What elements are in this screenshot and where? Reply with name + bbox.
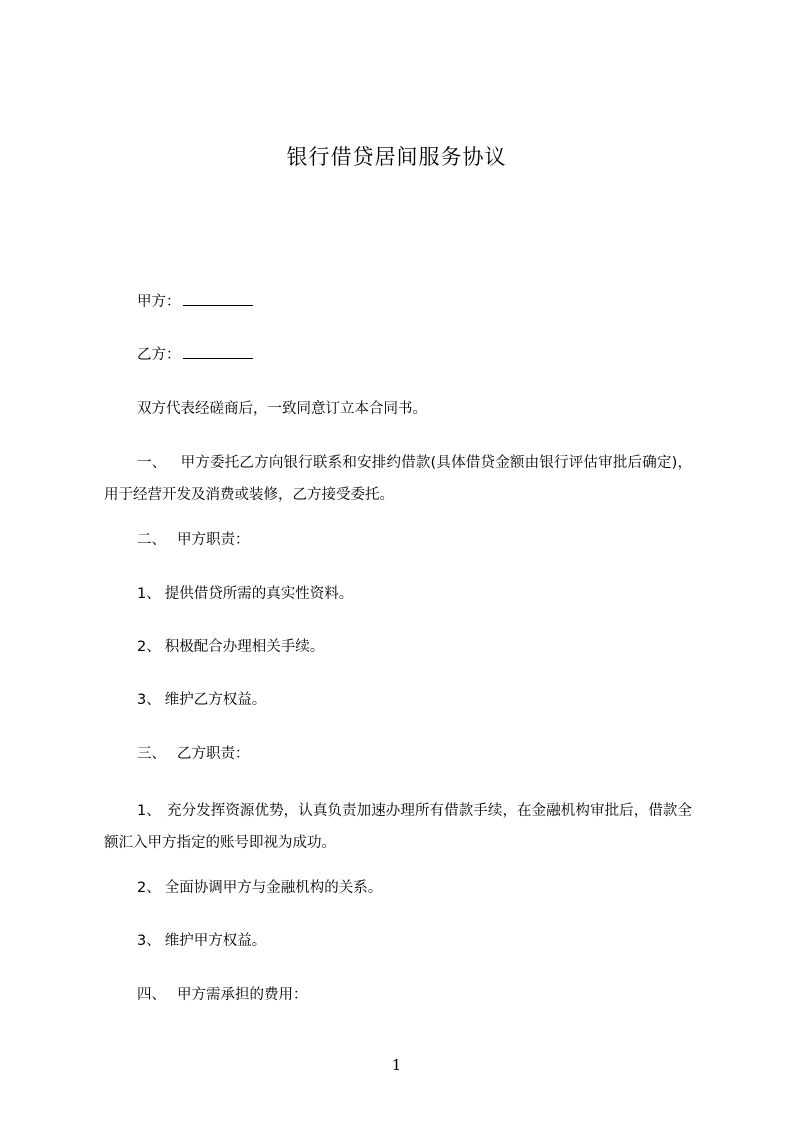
clause-3-item-1-number: 1、 — [137, 803, 161, 819]
clause-3-number: 三、 — [137, 746, 166, 762]
clause-3-item-3 — [137, 931, 266, 951]
clause-4-heading: 甲方需承担的费用： — [177, 987, 308, 1003]
document-title: 银行借贷居间服务协议 — [286, 145, 507, 169]
intro-text: 双方代表经磋商后，一致同意订立本合同书。 — [137, 401, 427, 417]
clause-3-item-2 — [137, 878, 382, 898]
clause-3-item-1 — [104, 795, 692, 859]
clause-3-item-1-text: 充分发挥资源优势，认真负责加速办理所有借款手续，在金融机构审批后，借款全额汇入甲方指定的账号即视为成功。 — [104, 803, 692, 851]
clause-2-item-3-text: 维护乙方权益。 — [164, 692, 267, 708]
clause-2-item-2-text: 积极配合办理相关手续。 — [164, 639, 325, 655]
clause-2-item-1 — [137, 584, 353, 604]
clause-2-item-2 — [137, 637, 324, 657]
clause-2-number: 二、 — [137, 532, 166, 548]
clause-3-item-2-text: 全面协调甲方与金融机构的关系。 — [164, 880, 383, 896]
clause-1 — [104, 447, 692, 511]
party-a-line — [137, 291, 253, 312]
clause-1-number: 一、 — [137, 455, 167, 471]
clause-3-heading: 乙方职责： — [177, 746, 250, 762]
clause-2-heading-line — [137, 530, 250, 550]
party-a-label: 甲方： — [137, 294, 181, 310]
clause-2-item-1-number: 1、 — [137, 586, 161, 602]
clause-2-item-2-number: 2、 — [137, 639, 161, 655]
clause-1-text: 甲方委托乙方向银行联系和安排约借款(具体借贷金额由银行评估审批后确定)，用于经营开发及消费或装修，乙方接受委托。 — [104, 455, 692, 503]
clause-2-heading: 甲方职责： — [177, 532, 250, 548]
party-a-blank — [183, 291, 253, 306]
page-number: 1 — [391, 1056, 402, 1074]
party-b-label: 乙方： — [137, 347, 181, 363]
clause-2-item-3-number: 3、 — [137, 692, 161, 708]
clause-3-item-3-number: 3、 — [137, 933, 161, 949]
clause-2-item-3 — [137, 690, 266, 710]
clause-4-heading-line — [137, 985, 308, 1005]
party-b-blank — [183, 344, 253, 359]
clause-3-item-2-number: 2、 — [137, 880, 161, 896]
clause-2-item-1-text: 提供借贷所需的真实性资料。 — [164, 586, 354, 602]
clause-3-heading-line — [137, 744, 250, 764]
party-b-line — [137, 344, 253, 365]
clause-3-item-3-text: 维护甲方权益。 — [164, 933, 267, 949]
clause-4-number: 四、 — [137, 987, 166, 1003]
